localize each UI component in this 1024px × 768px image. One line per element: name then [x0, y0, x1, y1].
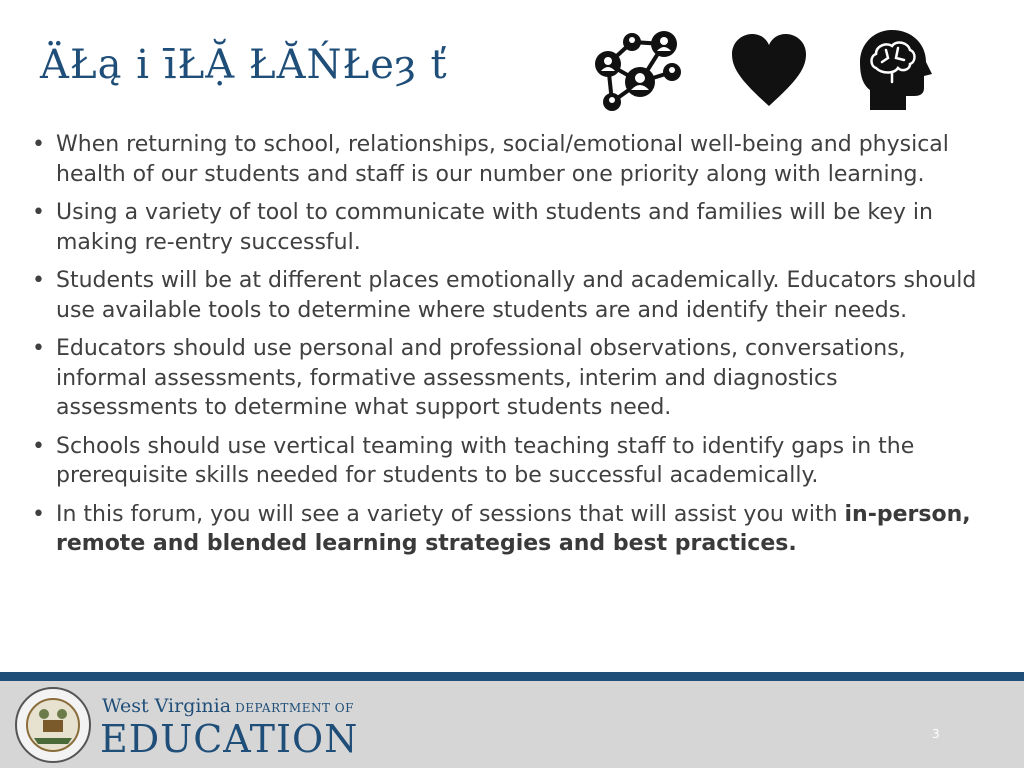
bullet-marker: •	[32, 132, 45, 157]
bullet-text: When returning to school, relationships, social/emotional well-being and physical health of our students and staff is our number one priority along with learning.	[56, 132, 949, 187]
bullet-text: Using a variety of tool to communicate with students and families will be key in making re-entry successful.	[56, 200, 933, 255]
bullet-item	[30, 198, 980, 257]
bullet-marker: •	[32, 433, 45, 459]
bullet-list	[30, 130, 980, 568]
bullet-marker: •	[32, 200, 45, 225]
page-number: 3	[932, 727, 940, 741]
state-seal-logo	[14, 686, 92, 764]
bullet-marker: •	[32, 268, 45, 293]
logo-wordmark-education: EDUCATION	[100, 717, 359, 761]
bullet-item	[30, 130, 980, 189]
heart-icon	[730, 28, 808, 112]
bullet-text: Educators should use personal and professional observations, conversations, informal assessments, formative assessments, interim and diagnostics assessments to determine what support students need.	[56, 336, 906, 420]
footer	[0, 681, 1024, 768]
icon-group	[588, 28, 948, 112]
logo-dept-text: DEPARTMENT OF	[235, 701, 354, 715]
bullet-text: Schools should use vertical teaming with teaching staff to identify gaps in the prerequisite skills needed for students to be successful academically.	[56, 433, 915, 488]
bullet-item	[30, 334, 980, 423]
logo-wordmark-top	[102, 695, 354, 717]
bullet-item	[30, 432, 980, 491]
bullet-text: Students will be at different places emotionally and academically. Educators should use available tools to determine where students are and identify their needs.	[56, 268, 977, 323]
footer-divider	[0, 672, 1024, 681]
bullet-marker: •	[32, 336, 45, 361]
bullet-marker: •	[32, 501, 45, 527]
bullet-text: In this forum, you will see a variety of sessions that will assist you with	[56, 501, 845, 527]
logo-state-name: West Virginia	[102, 695, 232, 717]
bullet-bold-text: in-person, remote and blended learning strategies and best practices.	[56, 501, 971, 556]
network-icon	[588, 28, 682, 112]
bullet-item	[30, 266, 980, 325]
slide-title: ÄŁą i īŁẶ ŁĂŃŁeȝ ť	[40, 42, 448, 88]
bullet-item	[30, 500, 980, 559]
brain-head-icon	[858, 28, 934, 112]
